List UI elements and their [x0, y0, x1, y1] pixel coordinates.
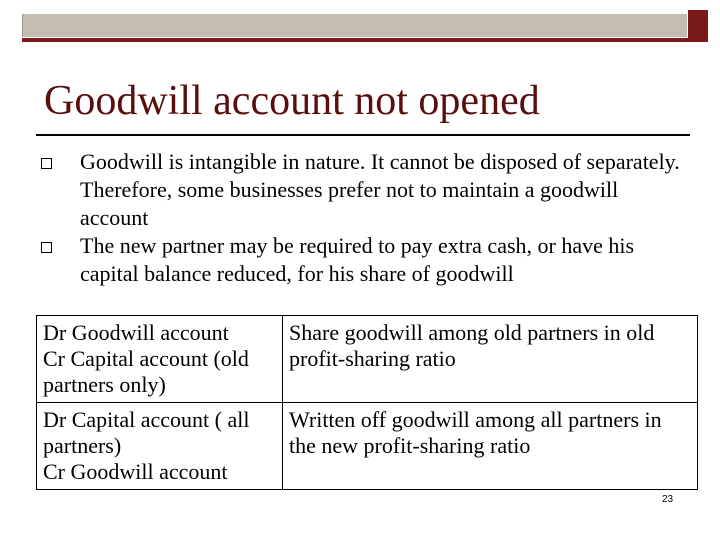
table-row	[37, 403, 698, 490]
description-cell	[283, 316, 698, 403]
header-red-line	[22, 38, 708, 42]
bullet-text: The new partner may be required to pay extra cash, or have his capital balance reduced, for his share of goodwill	[80, 233, 635, 286]
entry-line: Cr Capital account (old partners only)	[43, 346, 249, 397]
square-bullet-icon	[41, 158, 52, 169]
entry-description: Written off goodwill among all partners in the new profit-sharing ratio	[289, 407, 662, 458]
bullet-item	[38, 148, 688, 232]
page-number: 23	[662, 494, 674, 505]
slide-title: Goodwill account not opened	[44, 78, 540, 124]
entry-line: Dr Goodwill account	[43, 320, 229, 345]
entry-cell	[37, 403, 283, 490]
bullet-item	[38, 232, 688, 288]
journal-entries-table	[36, 315, 698, 490]
title-divider	[36, 134, 690, 136]
bullet-list	[38, 148, 688, 288]
top-decoration-bar	[22, 10, 708, 40]
entry-cell	[37, 316, 283, 403]
description-cell	[283, 403, 698, 490]
bullet-text: Goodwill is intangible in nature. It cannot be disposed of separately. Therefore, some businesses prefer not to maintain a goodwill account	[80, 149, 680, 230]
header-square-bottom	[688, 24, 708, 38]
table-row	[37, 316, 698, 403]
header-band	[22, 14, 687, 37]
header-square-top	[688, 10, 708, 24]
square-bullet-icon	[41, 242, 52, 253]
entry-line: Cr Goodwill account	[43, 459, 228, 484]
entry-line: Dr Capital account ( all partners)	[43, 407, 250, 458]
entry-description: Share goodwill among old partners in old profit-sharing ratio	[289, 320, 655, 371]
